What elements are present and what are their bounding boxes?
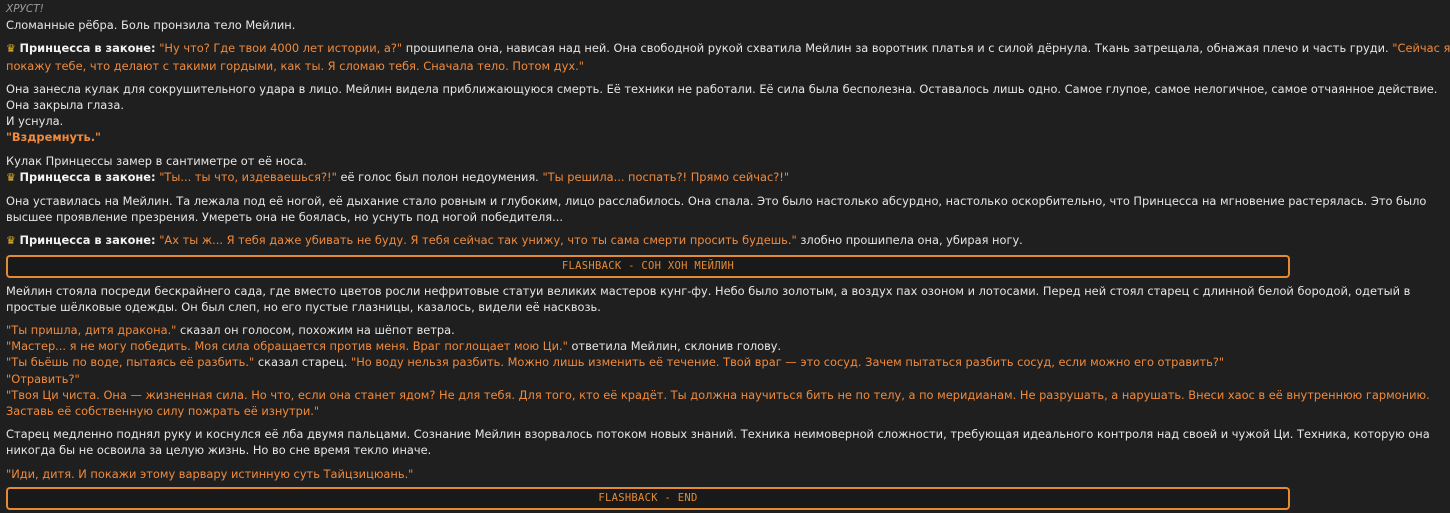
narration-line: высшее проявление презрения. Умереть она не боялась, но уснуть под ногой победителя... [6,210,563,225]
quote: "Ах ты ж... Я тебя даже убивать не буду. Я тебя сейчас так унижу, что ты сама смерти просить будешь." [159,233,797,248]
quote: "Ты... ты что, издеваешься?!" [159,169,337,184]
quote: "Но воду нельзя разбить. Можно лишь изменить её течение. Твой враг — это сосуд. Зачем пытаться разбить сосуд, если можно его отравить?" [351,355,1225,370]
narration-p7 [6,283,1411,315]
crown-icon: ♛ [6,234,16,248]
narration-p1: Сломанные рёбра. Боль пронзила тело Мейлин. [6,18,296,33]
quote: "Ты бьёшь по воде, пытаясь её разбить." [6,355,255,370]
quote: "Мастер... я не могу победить. Моя сила обращается против меня. Враг поглощает мою Ци." [6,339,568,354]
narration-line: Кулак Принцессы замер в сантиметре от её носа. [6,153,307,168]
quote: покажу тебе, что делают с такими гордыми, как ты. Я сломаю тебя. Сначала тело. Потом дух." [6,58,584,73]
narration: злобно прошипела она, убирая ногу. [796,233,1023,248]
dialogue-block-6 [6,232,1298,249]
quote: "Ты решила... поспать?! Прямо сейчас?!" [542,169,790,184]
flashback-start-banner: FLASHBACK - СОН ХОН МЕЙЛИН [6,255,1290,278]
quote: "Ты пришла, дитя дракона." [6,323,177,338]
narration-line: Старец медленно поднял руку и коснулся её лба двумя пальцами. Сознание Мейлин взорвалось потоком новых знаний. Техника неимоверной сложности, требующая идеального контроля над своей и чужой Ци. Техника, которую она [6,427,1430,442]
narration: её голос был полон недоумения. [336,169,543,184]
narration: сказал старец. [254,355,351,370]
crown-icon: ♛ [6,42,16,56]
quote: "Отравить?" [6,371,80,386]
narration-line: Она закрыла глаза. [6,98,124,113]
crown-icon: ♛ [6,170,16,184]
narration-line: Мейлин стояла посреди бескрайнего сада, где вместо цветов росли нефритовые статуи великих мастеров кунг-фу. Небо было золотым, а воздух пах озоном и лотосами. Перед ней стоял старец с длинной белой бородой, одетый в [6,283,1411,298]
dialogue-block-8 [6,322,1430,419]
speaker-name: Принцесса в законе: [19,169,156,184]
quote: Заставь её собственную силу пожрать её изнутри." [6,404,320,419]
narration: ответила Мейлин, склонив голову. [567,339,782,354]
narration-p5 [6,193,1427,225]
narration-line: Она уставилась на Мейлин. Та лежала под её ногой, её дыхание стало ровным и глубоким, лицо расслабилось. Она спала. Это было настолько абсурдно, настолько оскорбительно, что Принцесса на мгновение растерялась. Это было [6,194,1427,209]
narration-line: И уснула. [6,114,64,129]
narration-line: Она занесла кулак для сокрушительного удара в лицо. Мейлин видела приближающуюся смерть. Её техники не работали. Её сила была бесполезна. Оставалось лишь одно. Самое глупое, самое нелогичное, самое отчаянное действие. [6,81,1438,96]
speaker-name: Принцесса в законе: [19,41,156,56]
quote: "Вздремнуть." [6,130,101,145]
narration-p9 [6,426,1430,458]
narration-line: никогда бы не освоила за целую жизнь. Но во сне время текло иначе. [6,443,432,458]
quote: "Ну что? Где твои 4000 лет истории, а?" [159,41,403,56]
quote: "Твоя Ци чиста. Она — жизненная сила. Но что, если она станет ядом? Не для тебя. Для того, кто её крадёт. Ты должна научиться бить не по телу, а по меридианам. Не разрушать, а нарушать. Внеси хаос в её внутреннюю гармонию. [6,387,1430,402]
narration-line: простые шёлковые одежды. Он был слеп, но его пустые глазницы, казалось, видели её насквозь. [6,299,601,314]
dialogue-block-1 [6,40,1450,73]
narration-p4 [6,153,1298,186]
quote: "Иди, дитя. И покажи этому варвару истинную суть Тайцзицюань." [6,466,414,481]
quote: "Сейчас я [1392,41,1450,56]
flashback-end-banner: FLASHBACK - END [6,487,1290,510]
narration-p3 [6,81,1438,146]
narration: прошипела она, нависая над ней. Она свободной рукой схватила Мейлин за воротник платья и с силой дёрнула. Ткань затрещала, обнажая плечо и часть груди. [402,41,1393,56]
narration: сказал он голосом, похожим на шёпот ветра. [176,323,455,338]
speaker-name: Принцесса в законе: [19,233,156,248]
sound-effect: ХРУСТ! [6,3,44,15]
